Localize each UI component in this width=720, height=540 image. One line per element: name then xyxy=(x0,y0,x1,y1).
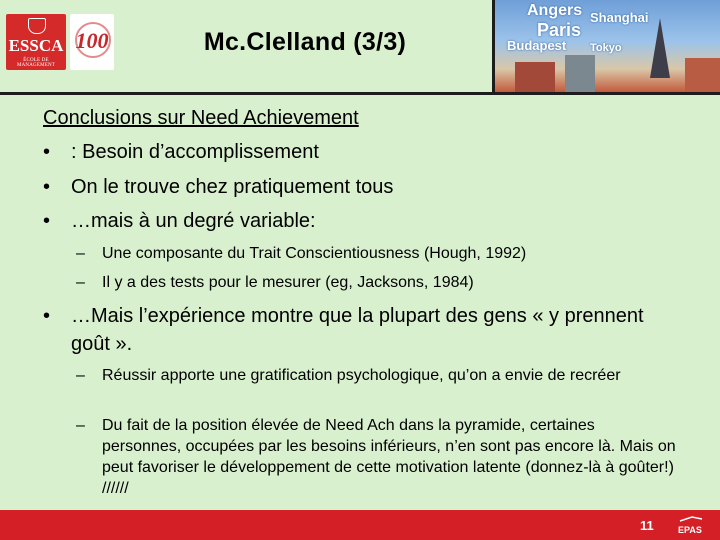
dash-marker: – xyxy=(76,367,85,384)
dash-marker: – xyxy=(76,274,85,291)
dash-marker: – xyxy=(76,245,85,262)
slide-header xyxy=(0,0,720,92)
slide-title: Mc.Clelland (3/3) xyxy=(203,28,407,56)
crest-icon xyxy=(28,18,46,34)
sub-bullet-item xyxy=(76,243,676,264)
centenary-logo xyxy=(70,14,114,70)
city-collage-image xyxy=(492,0,720,92)
photo-word: Budapest xyxy=(507,38,567,53)
bullet-marker: • xyxy=(43,176,51,198)
sub-bullet-item xyxy=(76,272,676,293)
building-icon xyxy=(515,62,555,92)
sub-bullet-text: Une composante du Trait Conscientiousness (Hough, 1992) xyxy=(102,245,527,262)
slide-footer xyxy=(0,510,720,540)
bullet-marker: • xyxy=(43,210,51,232)
header-divider xyxy=(0,92,720,95)
epas-logo-text: EPAS xyxy=(678,525,702,535)
photo-word: Angers xyxy=(527,2,583,19)
section-heading: Conclusions sur Need Achievement xyxy=(43,107,359,129)
building-icon xyxy=(685,58,720,92)
photo-word: Shanghai xyxy=(590,10,649,25)
bullet-text: …mais à un degré variable: xyxy=(71,210,316,232)
essca-logo-subtitle: ÉCOLE DE MANAGEMENT xyxy=(16,58,56,68)
sub-bullet-text: Il y a des tests pour le mesurer (eg, Jacksons, 1984) xyxy=(102,274,474,291)
epas-logo-icon xyxy=(674,513,708,537)
photo-word: Tokyo xyxy=(590,42,622,54)
photo-word: Paris xyxy=(537,20,582,40)
eiffel-tower-icon xyxy=(650,18,670,78)
bullet-text: : Besoin d’accomplissement xyxy=(71,141,319,163)
centenary-logo-number: 100 xyxy=(75,28,109,53)
essca-logo-name: ESSCA xyxy=(8,36,64,55)
bullet-text: …Mais l’expérience montre que la plupart des gens « y prennent goût ». xyxy=(71,305,644,355)
sub-bullet-item xyxy=(76,415,710,499)
essca-logo xyxy=(6,14,66,70)
sub-bullet-text: Du fait de la position élevée de Need Ach dans la pyramide, certaines personnes, occupées par les besoins inférieurs, n’en sont pas encore là. Mais on peut favoriser le développement de cette motivation latente (donnez-là à goûter!) ////// xyxy=(102,417,710,497)
page-number: 11 xyxy=(640,518,654,533)
sub-bullet-text: Réussir apporte une gratification psychologique, qu’on a envie de recréer xyxy=(102,367,621,384)
bullet-item xyxy=(43,302,663,358)
bullet-marker: • xyxy=(43,305,51,327)
bullet-text: On le trouve chez pratiquement tous xyxy=(71,176,394,198)
dash-marker: – xyxy=(76,417,85,434)
sub-bullet-item xyxy=(76,365,666,386)
building-icon xyxy=(565,55,595,92)
bullet-marker: • xyxy=(43,141,51,163)
